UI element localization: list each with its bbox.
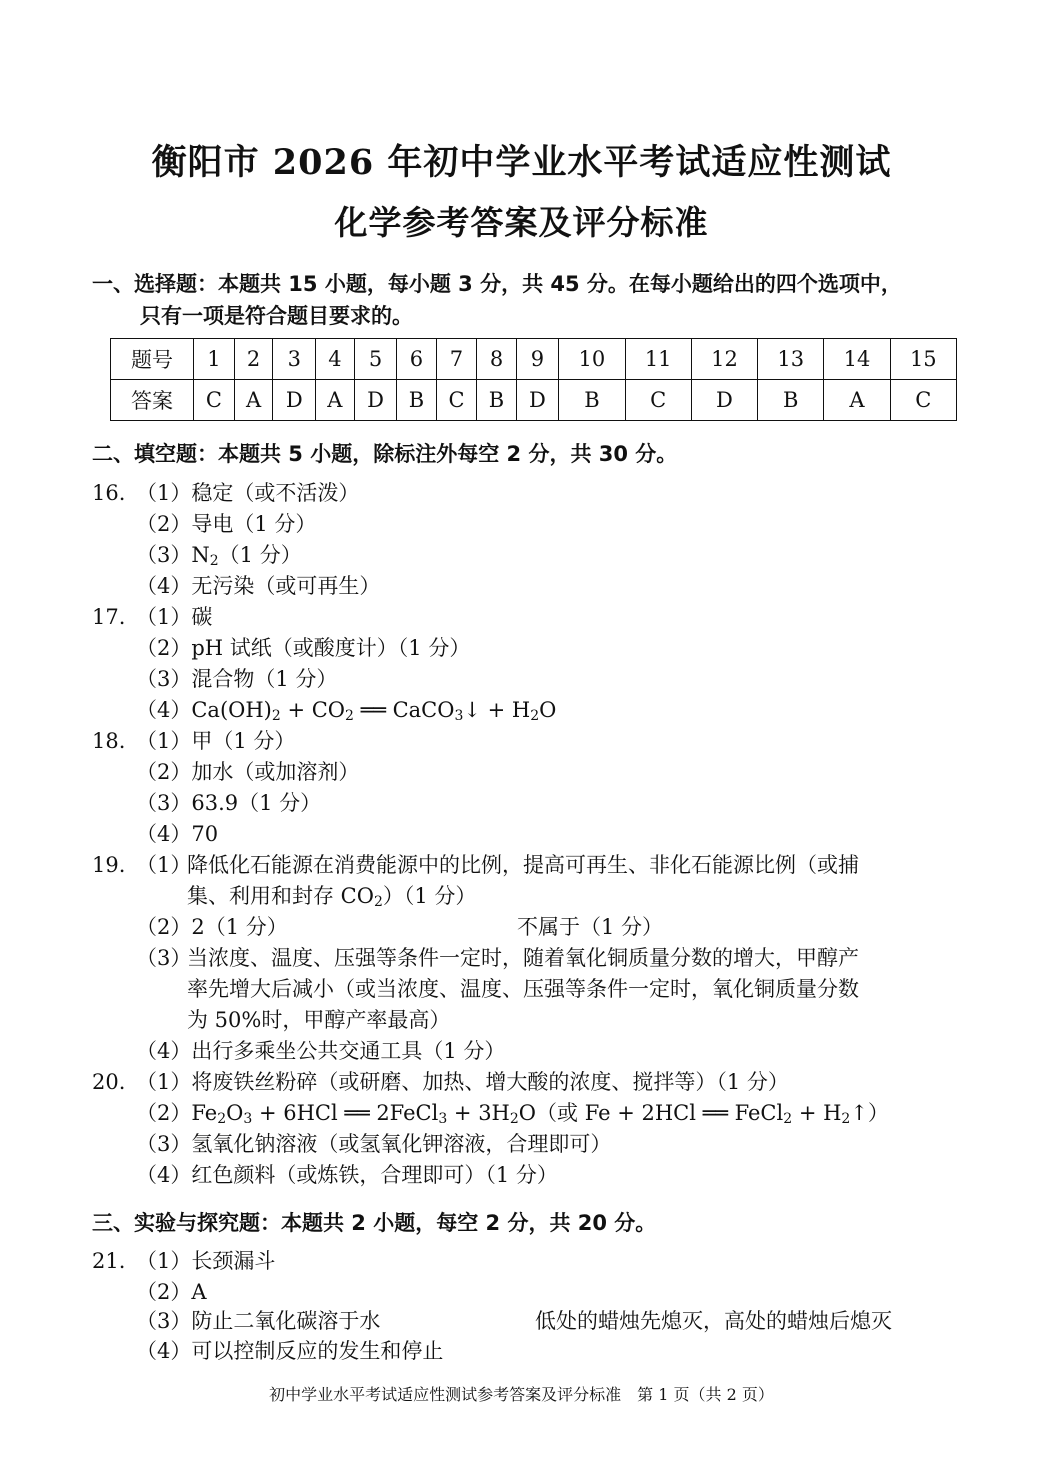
question-number-cell: 12 — [691, 339, 757, 380]
question-number-cell: 4 — [316, 339, 355, 380]
q18-number: 18. — [92, 729, 126, 753]
q19-answer-1: 降低化石能源在消费能源中的比例，提高可再生、非化石能源比例（或捕 — [187, 853, 859, 877]
q21-answer-3b: 低处的蜡烛先熄灭，高处的蜡烛后熄灭 — [535, 1309, 892, 1333]
q20-answer-3: （3）氢氧化钠溶液（或氢氧化钾溶液，合理即可） — [136, 1132, 612, 1156]
answer-cell: A — [234, 380, 273, 421]
q18-answer-1: （1）甲（1 分） — [136, 729, 296, 753]
q16-answer-4: （4）无污染（或可再生） — [136, 574, 381, 598]
question-number-cell: 5 — [354, 339, 397, 380]
q17-answer-2: （2）pH 试纸（或酸度计）（1 分） — [136, 636, 471, 660]
q19-answer-1-cont: 集、利用和封存 $CO_2)(1$ 分） — [187, 884, 477, 910]
q20-answer-4: （4）红色颜料（或炼铁，合理即可）（1 分） — [136, 1163, 558, 1187]
answer-cell: D — [516, 380, 559, 421]
answer-cell: B — [559, 380, 625, 421]
answer-cell: D — [354, 380, 397, 421]
q16-answer-2: （2）导电（1 分） — [136, 512, 317, 536]
q18-answer-4: （4）70 — [136, 822, 219, 846]
page-subtitle: 化学参考答案及评分标准 — [334, 203, 709, 242]
question-number-cell: 9 — [516, 339, 559, 380]
question-number-cell: 15 — [890, 339, 956, 380]
q18-answer-3: （3）63.9（1 分） — [136, 791, 322, 815]
answer-table-number-row — [111, 339, 957, 380]
answer-cell: C — [436, 380, 477, 421]
q21-answer-1: （1）长颈漏斗 — [136, 1249, 276, 1273]
q19-number: 19. — [92, 853, 126, 877]
question-number-cell: 10 — [559, 339, 625, 380]
row-label-number: 题号 — [111, 339, 194, 380]
page-title: 衡阳市 2026 年初中学业水平考试适应性测试 — [151, 142, 892, 183]
question-number-cell: 14 — [824, 339, 890, 380]
q19-answer-3-line2: 率先增大后减小（或当浓度、温度、压强等条件一定时，氧化铜质量分数 — [187, 977, 859, 1001]
q21-number: 21. — [92, 1249, 126, 1273]
q20-answer-1: （1）将废铁丝粉碎（或研磨、加热、增大酸的浓度、搅拌等）（1 分） — [136, 1070, 789, 1094]
q19-answer-3-label: （3） — [136, 946, 192, 970]
answer-table-answer-row — [111, 380, 957, 421]
answer-cell: A — [316, 380, 355, 421]
question-number-cell: 13 — [758, 339, 824, 380]
answer-table — [110, 338, 957, 421]
q16-answer-3: $(3)N_2(1$ 分） — [136, 543, 302, 569]
q19-answer-3-line3: 为 50%时，甲醇产率最高） — [187, 1008, 451, 1032]
q19-answer-4: （4）出行多乘坐公共交通工具（1 分） — [136, 1039, 506, 1063]
question-number-cell: 1 — [194, 339, 235, 380]
section2-heading: 二、填空题：本题共 5 小题，除标注外每空 2 分，共 30 分。 — [92, 442, 678, 466]
answer-cell: C — [194, 380, 235, 421]
q19-answer-3-line1: 当浓度、温度、压强等条件一定时，随着氧化铜质量分数的增大，甲醇产 — [187, 946, 859, 970]
q16-answer-1: （1）稳定（或不活泼） — [136, 481, 360, 505]
section1-heading: 一、选择题：本题共 15 小题，每小题 3 分，共 45 分。在每小题给出的四个选项中， — [92, 272, 902, 296]
answer-cell: C — [890, 380, 956, 421]
question-number-cell: 3 — [273, 339, 316, 380]
question-number-cell: 6 — [397, 339, 436, 380]
q21-answer-3: （3）防止二氧化碳溶于水 — [136, 1309, 381, 1333]
question-number-cell: 8 — [477, 339, 516, 380]
answer-cell: D — [691, 380, 757, 421]
answer-cell: B — [397, 380, 436, 421]
q21-answer-2: （2）A — [136, 1280, 207, 1304]
section1-heading-cont: 只有一项是符合题目要求的。 — [140, 304, 413, 328]
q20-answer-2: $(2)Fe_2O_3 + 6HCl$ ══ 2FeCl$_3$ + $3H_2O$（或 Fe + 2HCl ══ FeCl$_2$ + $H_2↑$） — [136, 1101, 889, 1127]
q21-answer-4: （4）可以控制反应的发生和停止 — [136, 1339, 444, 1363]
q17-answer-3: （3）混合物（1 分） — [136, 667, 338, 691]
answer-cell: B — [477, 380, 516, 421]
q17-answer-1: （1）碳 — [136, 605, 213, 629]
q16-number: 16. — [92, 481, 126, 505]
answer-cell: D — [273, 380, 316, 421]
row-label-answer: 答案 — [111, 380, 194, 421]
q19-answer-2b: 不属于（1 分） — [517, 915, 664, 939]
question-number-cell: 7 — [436, 339, 477, 380]
section3-heading: 三、实验与探究题：本题共 2 小题，每空 2 分，共 20 分。 — [92, 1211, 657, 1235]
q19-answer-1-label: （1） — [136, 853, 192, 877]
q20-number: 20. — [92, 1070, 126, 1094]
q18-answer-2: （2）加水（或加溶剂） — [136, 760, 360, 784]
answer-cell: B — [758, 380, 824, 421]
question-number-cell: 2 — [234, 339, 273, 380]
q17-answer-4: $(4)Ca(OH)_2 + CO_2$ ══ CaCO$_3$↓ + $H_2O$ — [136, 698, 557, 724]
q19-answer-2: （2）2（1 分） — [136, 915, 288, 939]
question-number-cell: 11 — [625, 339, 691, 380]
answer-cell: A — [824, 380, 890, 421]
answer-cell: C — [625, 380, 691, 421]
page-footer: 初中学业水平考试适应性测试参考答案及评分标准 第 1 页（共 2 页） — [269, 1385, 774, 1404]
q17-number: 17. — [92, 605, 126, 629]
